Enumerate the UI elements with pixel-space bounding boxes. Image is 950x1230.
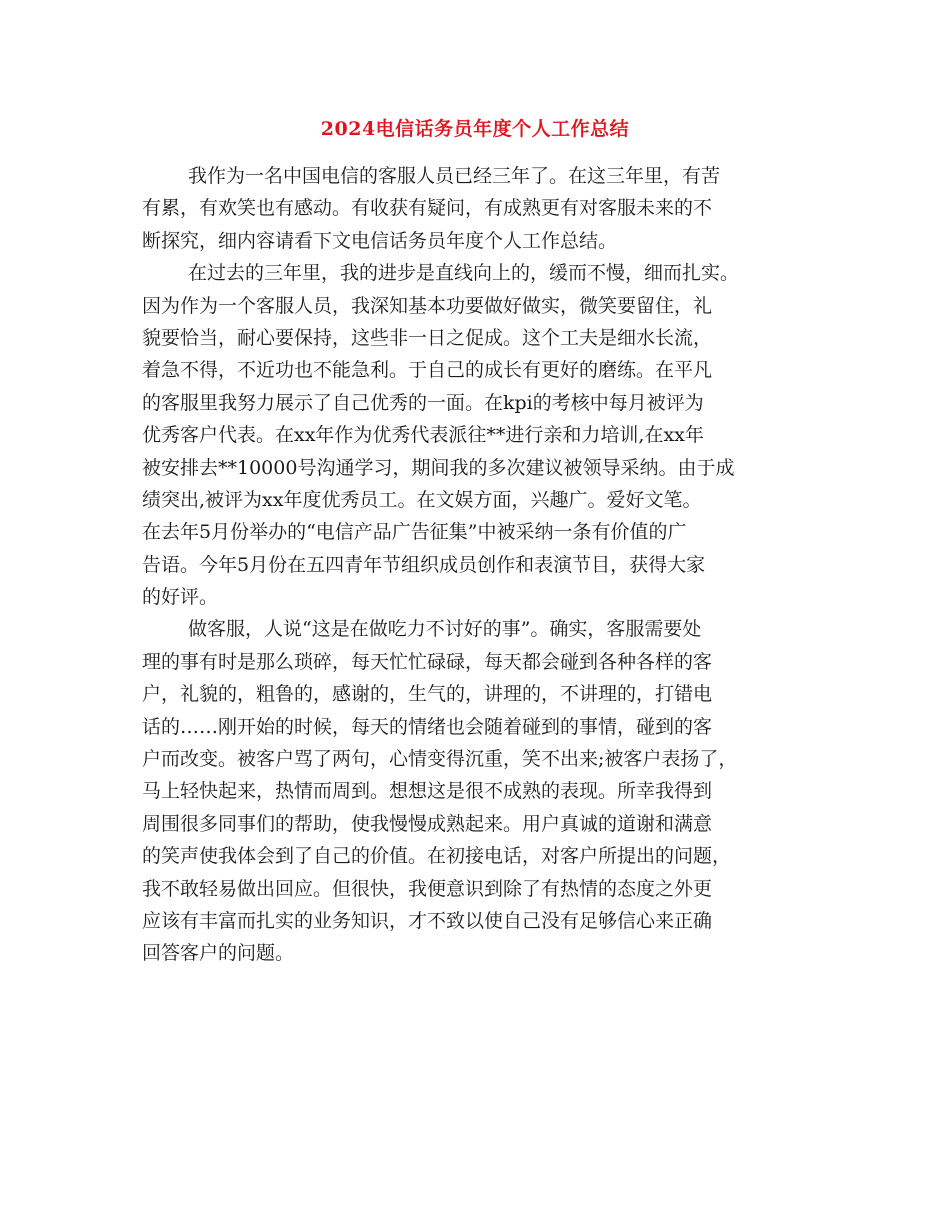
text-line: 话的……刚开始的时候，每天的情绪也会随着碰到的事情，碰到的客 [142, 715, 713, 738]
text-line: 应该有丰富而扎实的业务知识，才不致以使自己没有足够信心来正确 [142, 909, 713, 932]
text-line: 户，礼貌的，粗鲁的，感谢的，生气的，讲理的，不讲理的，打错电 [142, 683, 713, 706]
text-line: 着急不得，不近功也不能急利。于自己的成长有更好的磨练。在平凡 [142, 359, 713, 382]
text-line: 的笑声使我体会到了自己的价值。在初接电话，对客户所提出的问题， [142, 845, 732, 868]
text-line: 做客服，人说“这是在做吃力不讨好的事”。确实，客服需要处 [188, 618, 702, 641]
text-line: 因为作为一个客服人员，我深知基本功要做好做实，微笑要留住，礼 [142, 294, 713, 317]
paragraph-1 [142, 160, 814, 257]
text-line: 貌要恰当，耐心要保持，这些非一日之促成。这个工夫是细水长流， [142, 326, 713, 349]
paragraph-2 [142, 257, 814, 613]
text-line: 优秀客户代表。在xx年作为优秀代表派往**进行亲和力培训,在xx年 [142, 424, 704, 447]
text-line: 回答客户的问题。 [142, 942, 295, 965]
text-line: 被安排去**10000号沟通学习，期间我的多次建议被领导采纳。由于成 [142, 456, 735, 479]
text-line: 的客服里我努力展示了自己优秀的一面。在kpi的考核中每月被评为 [142, 391, 704, 414]
text-line: 在过去的三年里，我的进步是直线向上的，缓而不慢，细而扎实。 [188, 262, 740, 285]
text-line: 在去年5月份举办的“电信产品广告征集”中被采纳一条有价值的广 [142, 521, 687, 544]
text-line: 有累，有欢笑也有感动。有收获有疑问，有成熟更有对客服未来的不 [142, 197, 713, 220]
text-line: 周围很多同事们的帮助，使我慢慢成熟起来。用户真诚的道谢和满意 [142, 812, 713, 835]
text-line: 马上轻快起来，热情而周到。想想这是很不成熟的表现。所幸我得到 [142, 780, 713, 803]
paragraph-3 [142, 613, 814, 969]
text-line: 断探究，细内容请看下文电信话务员年度个人工作总结。 [142, 229, 618, 252]
text-line: 户而改变。被客户骂了两句，心情变得沉重，笑不出来;被客户表扬了， [142, 748, 738, 771]
text-line: 绩突出,被评为xx年度优秀员工。在文娱方面，兴趣广。爱好文笔。 [142, 488, 702, 511]
text-line: 我作为一名中国电信的客服人员已经三年了。在这三年里，有苦 [188, 165, 721, 187]
document-body [142, 160, 814, 970]
text-line: 理的事有时是那么琐碎，每天忙忙碌碌，每天都会碰到各种各样的客 [142, 650, 713, 673]
text-line: 我不敢轻易做出回应。但很快，我便意识到除了有热情的态度之外更 [142, 877, 713, 900]
text-line: 的好评。 [142, 586, 219, 609]
text-line: 告语。今年5月份在五四青年节组织成员创作和表演节目，获得大家 [142, 553, 706, 576]
document-title: 2024电信话务员年度个人工作总结 [320, 118, 630, 140]
